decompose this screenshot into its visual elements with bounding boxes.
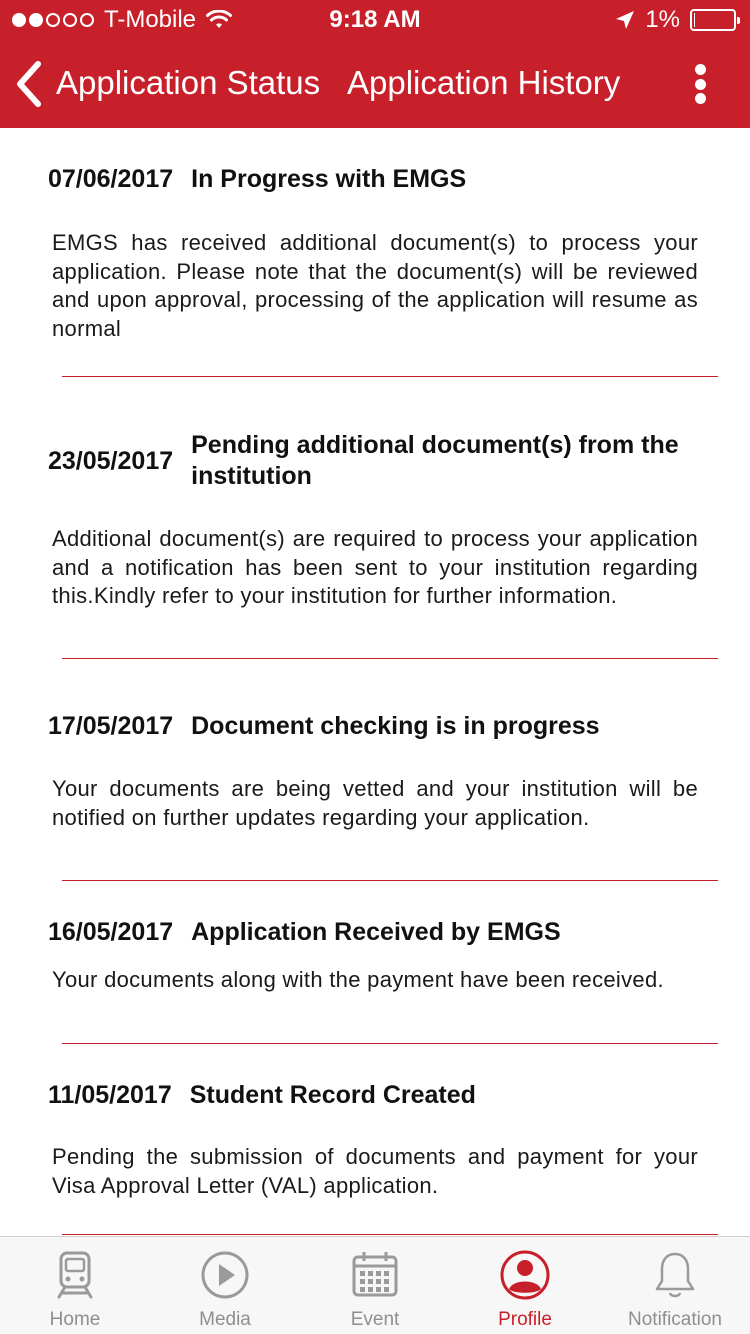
entry-date: 07/06/2017 <box>48 165 174 193</box>
tab-label: Event <box>350 1309 400 1330</box>
divider <box>62 880 718 881</box>
navigation-bar <box>0 40 750 128</box>
entry-status: Document checking is in progress <box>191 712 600 740</box>
battery-level <box>694 13 695 27</box>
entry-header <box>48 430 708 492</box>
status-time: 9:18 AM <box>329 6 421 33</box>
entry-date: 11/05/2017 <box>48 1081 172 1109</box>
tab-event[interactable] <box>300 1237 450 1334</box>
divider <box>62 1234 718 1235</box>
entry-description: Pending the submission of documents and payment for your Visa Approval Letter (VAL) application. <box>52 1144 698 1198</box>
status-bar <box>0 0 750 40</box>
back-button-label[interactable]: Application Status <box>56 64 321 101</box>
entry-description: Your documents along with the payment have been received. <box>52 967 664 992</box>
entry-status: In Progress with EMGS <box>191 165 467 193</box>
entry-status: Pending additional document(s) from the institution <box>191 431 679 490</box>
train-icon <box>49 1249 101 1301</box>
entry-date: 23/05/2017 <box>48 446 174 475</box>
tab-label: Notification <box>628 1309 722 1330</box>
back-chevron-icon[interactable] <box>12 60 46 108</box>
play-icon <box>199 1249 251 1301</box>
entry-date: 17/05/2017 <box>48 712 174 740</box>
app-header <box>0 0 750 128</box>
profile-icon <box>499 1249 551 1301</box>
tab-notification[interactable] <box>600 1237 750 1334</box>
divider <box>62 1043 718 1044</box>
entry-header <box>48 917 561 948</box>
tab-label: Profile <box>498 1309 552 1330</box>
location-arrow-icon <box>615 10 635 30</box>
page-title: Application History <box>347 64 621 101</box>
entry-status: Student Record Created <box>189 1081 476 1109</box>
entry-header <box>48 164 466 195</box>
history-list[interactable] <box>0 128 750 1236</box>
tab-label: Media <box>199 1309 251 1330</box>
entry-description: EMGS has received additional document(s) to process your application. Please note that the document(s) will be reviewed and upon approval, processing of the application will resume as normal <box>52 230 698 341</box>
tab-media[interactable] <box>150 1237 300 1334</box>
entry-header <box>48 711 600 742</box>
battery-percent: 1% <box>645 6 680 33</box>
calendar-icon <box>349 1249 401 1301</box>
carrier-label: T-Mobile <box>104 6 197 33</box>
battery-icon <box>690 9 736 31</box>
entry-description: Your documents are being vetted and your institution will be notified on further updates regarding your application. <box>52 776 698 830</box>
entry-header <box>48 1080 476 1111</box>
status-right <box>615 6 736 34</box>
tab-profile[interactable] <box>450 1237 600 1334</box>
divider <box>62 658 718 659</box>
tab-home[interactable] <box>0 1237 150 1334</box>
tab-label: Home <box>49 1309 101 1330</box>
entry-date: 16/05/2017 <box>48 918 174 946</box>
divider <box>62 376 718 377</box>
entry-status: Application Received by EMGS <box>191 918 561 946</box>
bell-icon <box>649 1249 701 1301</box>
more-options-icon[interactable] <box>688 60 712 108</box>
entry-description: Additional document(s) are required to process your application and a notification has been sent to your institution regarding this.Kindly refer to your institution for further information. <box>52 526 698 608</box>
tab-bar <box>0 1236 750 1334</box>
